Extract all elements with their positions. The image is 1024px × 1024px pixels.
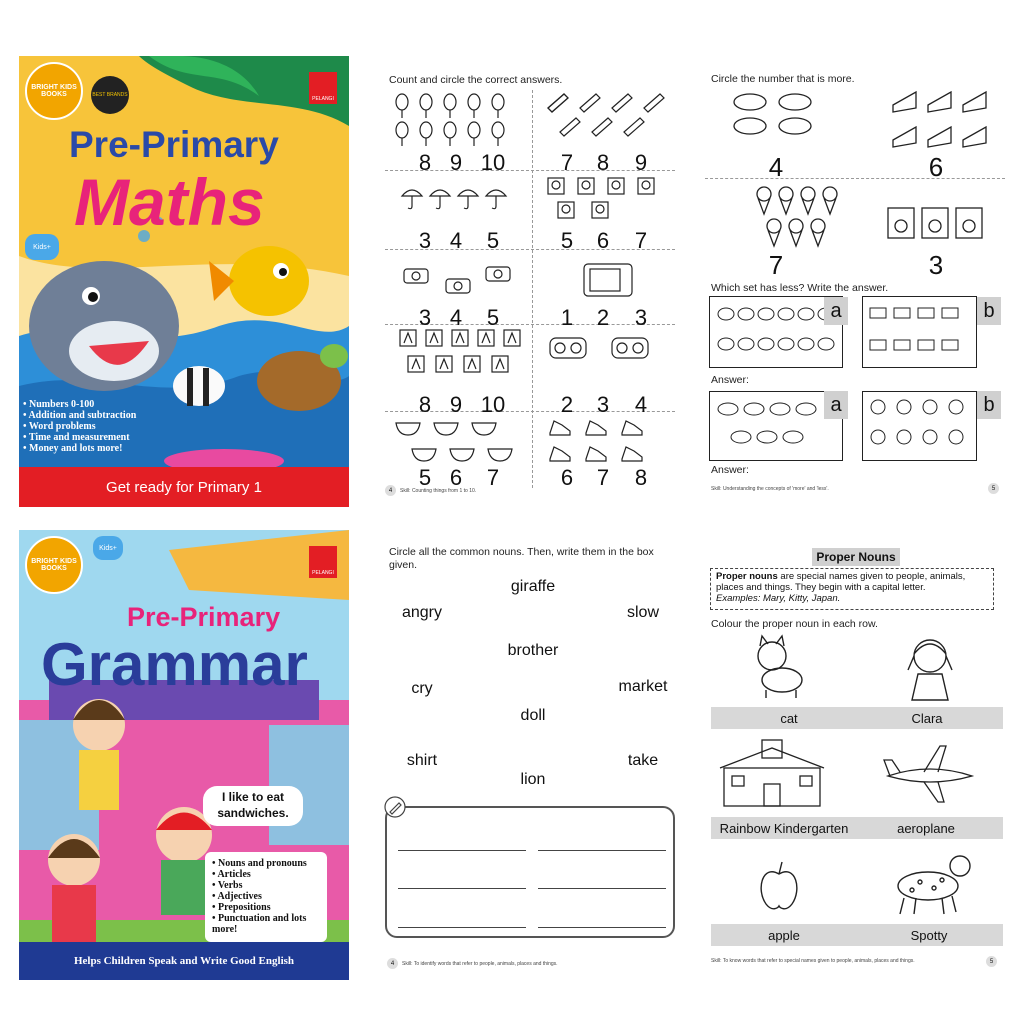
cat-icon	[748, 634, 808, 700]
answer-choice[interactable]: 8	[418, 392, 432, 417]
noun-word[interactable]: angry	[401, 604, 443, 621]
worksheet-instruction: Circle the number that is more.	[711, 73, 855, 85]
answer-choice[interactable]: 8	[596, 150, 610, 175]
worksheet-instruction: Colour the proper noun in each row.	[711, 618, 878, 630]
page-footer: Skill: To know words that refer to special names given to people, animals, places and things.	[711, 958, 915, 964]
proper-nouns-worksheet-page	[690, 530, 1015, 974]
juice-box-icon	[886, 204, 986, 244]
cover-tagline: Get ready for Primary 1	[106, 478, 262, 496]
set-number: 6	[928, 152, 944, 182]
answer-choice[interactable]: 4	[634, 392, 648, 417]
page-number: 5	[986, 956, 997, 967]
noun-option[interactable]: Clara	[911, 711, 943, 726]
cover-feature-list: • Numbers 0-100 • Addition and subtraction • Word problems • Time and measurement • Money and lots more!	[23, 399, 136, 454]
answer-choice[interactable]: 7	[634, 228, 648, 253]
dog-icon	[714, 395, 838, 457]
storybook-icon	[538, 172, 678, 228]
answer-choice[interactable]: 7	[560, 150, 574, 175]
speech-text: I like to eat sandwiches.	[217, 790, 289, 820]
cover-banner	[19, 467, 349, 507]
brand-logo: BRIGHT KIDS BOOKS	[25, 536, 83, 594]
cover-title-main: Maths	[74, 165, 265, 239]
letter-block-icon	[388, 326, 528, 382]
ice-cream-icon	[754, 184, 844, 254]
answer-line[interactable]	[538, 888, 666, 889]
answer-line[interactable]	[538, 927, 666, 928]
bird-icon	[714, 300, 838, 364]
option-a-label: a	[824, 297, 848, 325]
page-footer: Skill: Counting things from 1 to 10.	[400, 488, 477, 494]
answer-choice[interactable]: 3	[634, 305, 648, 330]
definition-box: Proper nouns are special names given to people, animals, places and things. They begin with a capital letter. Examples: Mary, Kitty, Japan.	[710, 568, 994, 610]
school-icon	[716, 738, 828, 810]
radio-icon	[538, 326, 678, 382]
kids-badge: Kids+	[93, 536, 123, 560]
less-instruction: Which set has less? Write the answer.	[711, 282, 889, 294]
page-footer: Skill: Understanding the concepts of 'more' and 'less'.	[711, 486, 829, 492]
umbrella-icon	[388, 172, 528, 228]
page-footer: Skill: To identify words that refer to people, animals, places and things.	[402, 961, 558, 967]
option-b-label: b	[977, 297, 1001, 325]
noun-word[interactable]: cry	[411, 680, 433, 697]
worksheet-instruction: Count and circle the correct answers.	[389, 74, 563, 86]
noun-option[interactable]: aeroplane	[897, 821, 955, 836]
label-bar	[711, 707, 1003, 729]
speech-bubble	[203, 786, 303, 826]
page-number: 4	[385, 485, 396, 496]
cat-icon	[866, 395, 974, 457]
answer-choice[interactable]: 3	[418, 228, 432, 253]
answer-choice[interactable]: 5	[560, 228, 574, 253]
answer-choice[interactable]: 6	[560, 465, 574, 490]
answer-choice[interactable]: 5	[418, 465, 432, 490]
balloon-icon	[388, 90, 528, 146]
cover-tagline: Helps Children Speak and Write Good English	[73, 955, 295, 967]
cover-feature-list: • Nouns and pronouns • Articles • Verbs • Adjectives • Prepositions • Punctuation and lots more!	[212, 858, 322, 935]
set-number: 4	[768, 152, 784, 182]
answer-choice[interactable]: 6	[596, 228, 610, 253]
grammar-book-cover	[19, 530, 349, 980]
label-bar	[711, 924, 1003, 946]
crayon-icon	[538, 90, 678, 146]
cake-icon	[888, 80, 988, 150]
answer-choice[interactable]: 4	[449, 305, 463, 330]
noun-word[interactable]: market	[618, 678, 668, 695]
answer-line[interactable]	[398, 850, 526, 851]
publisher-logo: PELANGI	[309, 72, 337, 104]
answer-label: Answer:	[711, 374, 749, 386]
answer-line[interactable]	[538, 850, 666, 851]
page-number: 4	[387, 958, 398, 969]
answer-choice[interactable]: 9	[449, 150, 463, 175]
answer-choice[interactable]: 4	[449, 228, 463, 253]
worksheet-instruction: Circle all the common nouns. Then, write them in the box given.	[389, 546, 654, 571]
answer-label: Answer:	[711, 464, 749, 476]
option-b-label: b	[977, 391, 1001, 419]
brand-logo: BRIGHT KIDS BOOKS	[25, 62, 83, 120]
bowl-icon	[388, 413, 528, 469]
cover-title-top: Pre-Primary	[127, 602, 281, 632]
bread-icon	[730, 90, 820, 140]
television-icon	[538, 252, 678, 308]
answer-choice[interactable]: 5	[486, 228, 500, 253]
noun-word[interactable]: brother	[507, 642, 559, 659]
camera-icon	[388, 252, 528, 308]
noun-option[interactable]: cat	[780, 711, 798, 726]
answer-line[interactable]	[398, 888, 526, 889]
section-heading: Proper Nouns	[812, 548, 900, 566]
noun-word[interactable]: lion	[520, 771, 546, 788]
answer-choice[interactable]: 9	[449, 392, 463, 417]
answer-box[interactable]	[385, 806, 675, 938]
answer-choice[interactable]: 8	[634, 465, 648, 490]
aeroplane-icon	[880, 742, 980, 806]
spotted-dog-icon	[884, 848, 974, 918]
answer-choice[interactable]: 7	[486, 465, 500, 490]
answer-choice[interactable]: 1	[560, 305, 574, 330]
noun-word[interactable]: doll	[520, 707, 546, 724]
answer-choice[interactable]: 10	[480, 150, 506, 175]
noun-option[interactable]: Spotty	[910, 928, 948, 943]
page-number: 5	[988, 483, 999, 494]
answer-choice[interactable]: 2	[560, 392, 574, 417]
answer-choice[interactable]: 9	[634, 150, 648, 175]
noun-word[interactable]: slow	[626, 604, 660, 621]
answer-choice[interactable]: 5	[486, 305, 500, 330]
deer-icon	[866, 300, 974, 364]
noun-word[interactable]: giraffe	[510, 578, 556, 595]
answer-choice[interactable]: 3	[418, 305, 432, 330]
set-number: 3	[928, 250, 944, 280]
shoe-icon	[538, 413, 678, 469]
kids-badge: Kids+	[25, 234, 59, 260]
set-number: 7	[768, 250, 784, 280]
answer-choice[interactable]: 10	[480, 392, 506, 417]
pencil-icon	[384, 796, 406, 818]
noun-option[interactable]: apple	[768, 928, 800, 943]
publisher-logo: PELANGI	[309, 546, 337, 578]
noun-word[interactable]: shirt	[406, 752, 438, 769]
answer-choice[interactable]: 2	[596, 305, 610, 330]
answer-choice[interactable]: 7	[596, 465, 610, 490]
maths-book-cover	[19, 56, 349, 507]
option-a-label: a	[824, 391, 848, 419]
apple-icon	[756, 860, 802, 914]
cover-banner	[19, 942, 349, 980]
counting-worksheet-page	[370, 56, 688, 500]
noun-option[interactable]: Rainbow Kindergarten	[719, 821, 849, 836]
more-less-worksheet-page	[690, 56, 1015, 500]
award-seal: BEST BRANDS	[91, 76, 129, 114]
answer-choice[interactable]: 6	[449, 465, 463, 490]
answer-choice[interactable]: 3	[596, 392, 610, 417]
noun-word[interactable]: take	[627, 752, 659, 769]
cover-title-top: Pre-Primary	[69, 124, 279, 165]
answer-choice[interactable]: 8	[418, 150, 432, 175]
answer-line[interactable]	[398, 927, 526, 928]
common-nouns-worksheet-page	[370, 530, 688, 974]
cover-title-main: Grammar	[41, 631, 308, 698]
girl-icon	[900, 634, 960, 702]
